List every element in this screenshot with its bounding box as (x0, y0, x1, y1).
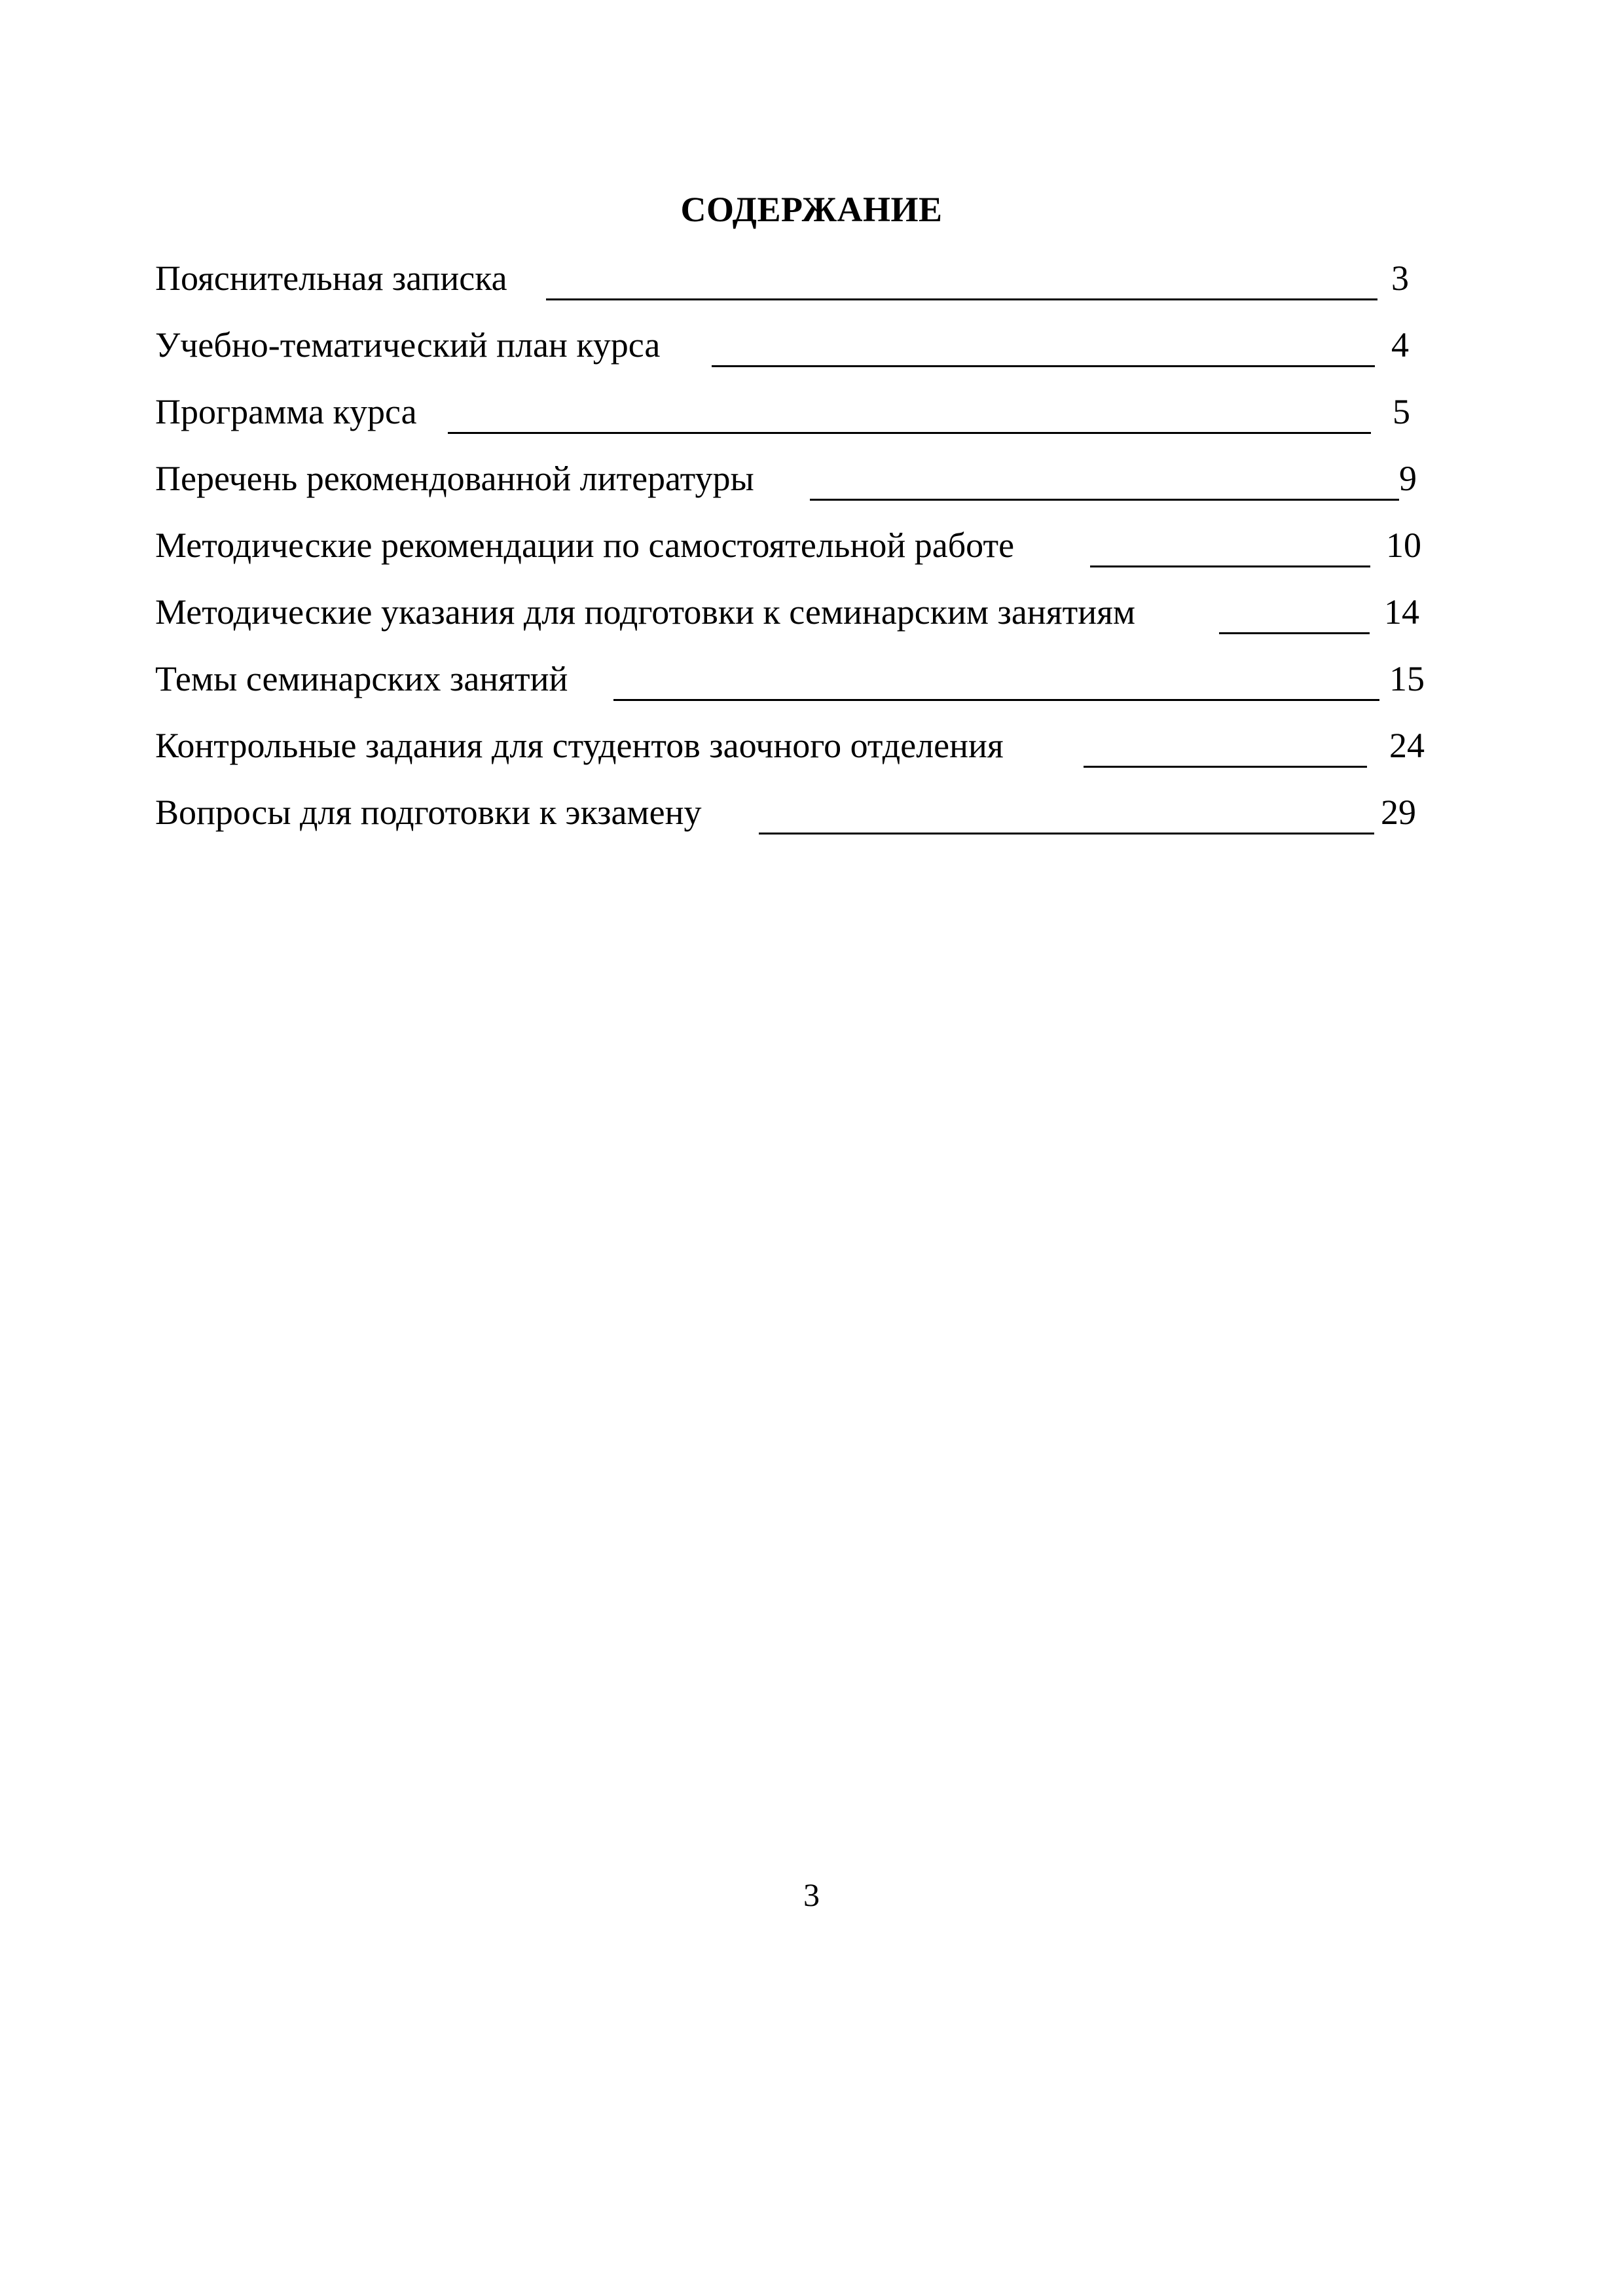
toc-entry[interactable] (155, 252, 1425, 304)
toc-entry[interactable] (155, 452, 1425, 505)
toc-entry-label: Пояснительная записка (155, 259, 507, 298)
toc-leader-line (1084, 766, 1367, 768)
toc-entry-label: Темы семинарских занятий (155, 659, 568, 698)
toc-leader-line (1090, 565, 1370, 567)
toc-entry[interactable] (155, 786, 1425, 838)
toc-entry-page: 14 (1384, 592, 1419, 632)
toc-leader-line (712, 365, 1375, 367)
toc-entry[interactable] (155, 653, 1425, 705)
toc-entry[interactable] (155, 386, 1425, 438)
toc-entry-page: 9 (1399, 459, 1417, 498)
toc-entry-page: 24 (1389, 726, 1425, 765)
toc-entry-label: Вопросы для подготовки к экзамену (155, 793, 702, 832)
toc-entry-label: Перечень рекомендованной литературы (155, 459, 754, 498)
toc-entry-page: 5 (1393, 392, 1410, 431)
toc-entry[interactable] (155, 586, 1425, 638)
toc-entry-page: 29 (1381, 793, 1416, 832)
toc-entry-page: 3 (1391, 259, 1409, 298)
toc-entry[interactable] (155, 319, 1425, 371)
toc-leader-line (613, 699, 1379, 701)
toc-entry[interactable] (155, 719, 1425, 772)
toc-entry-label: Программа курса (155, 392, 417, 431)
toc-entry-label: Методические указания для подготовки к семинарским занятиям (155, 592, 1136, 632)
toc-leader-line (810, 499, 1399, 501)
toc-entry-label: Учебно-тематический план курса (155, 325, 661, 365)
toc-entry-page: 15 (1389, 659, 1425, 698)
toc-entry-label: Методические рекомендации по самостоятельной работе (155, 526, 1015, 565)
toc-title: СОДЕРЖАНИЕ (680, 190, 943, 229)
toc-entry-label: Контрольные задания для студентов заочного отделения (155, 726, 1004, 765)
toc-entry[interactable] (155, 519, 1425, 571)
toc-entry-page: 10 (1386, 526, 1421, 565)
toc-list (0, 0, 1623, 916)
toc-leader-line (1219, 632, 1370, 634)
toc-leader-line (448, 432, 1371, 434)
toc-leader-line (759, 833, 1374, 834)
footer-page-number: 3 (803, 1876, 820, 1913)
toc-leader-line (546, 298, 1377, 300)
toc-entry-page: 4 (1391, 325, 1409, 365)
